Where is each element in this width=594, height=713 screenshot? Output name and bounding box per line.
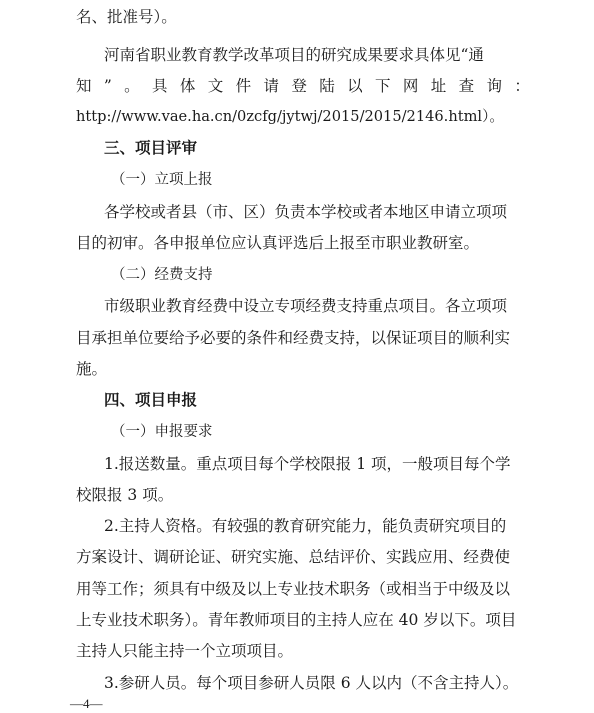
- char: 查: [458, 77, 475, 95]
- text-line: 施。: [76, 360, 108, 378]
- paragraph-start: 1.报送数量。重点项目每个学校限报 1 项，一般项目每个学: [104, 455, 511, 473]
- subsection-heading: （二）经费支持: [111, 267, 213, 283]
- text-line: 上专业技术职务）。青年教师项目的主持人应在 40 岁以下。项目: [76, 611, 517, 629]
- text-line: 校限报 3 项。: [76, 486, 174, 504]
- subsection-heading: （一）立项上报: [111, 172, 213, 188]
- text-line: 目承担单位要给予必要的条件和经费支持，以保证项目的顺利实: [76, 329, 511, 347]
- char: 登: [291, 77, 307, 95]
- section-heading: 四、项目申报: [104, 391, 198, 409]
- char: 。: [124, 77, 140, 95]
- char: 具: [152, 77, 168, 95]
- justified-text-line: [76, 76, 530, 96]
- text-line: 主持人只能主持一个立项项目。: [76, 642, 294, 660]
- paragraph-start: 3.参研人员。每个项目参研人员限 6 人以内（不含主持人）。: [104, 674, 519, 692]
- char: 网: [402, 77, 419, 95]
- text-line: 目的初审。各申报单位应认真评选后上报至市职业教研室。: [76, 234, 480, 252]
- char: 文: [207, 77, 224, 95]
- subsection-heading: （一）申报要求: [111, 424, 213, 440]
- url-text: http://www.vae.ha.cn/0zcfg/jytwj/2015/2015/2146.html）。: [76, 108, 504, 125]
- text-line: 用等工作；须具有中级及以上专业技术职务（或相当于中级及以: [76, 580, 511, 598]
- char: ：: [514, 77, 530, 95]
- paragraph-start: 市级职业教育经费中设立专项经费支持重点项目。各立项项: [104, 297, 508, 315]
- section-heading: 三、项目评审: [104, 139, 198, 157]
- char: 以: [347, 77, 363, 95]
- char: 体: [179, 77, 196, 95]
- char: 知: [76, 77, 92, 95]
- char: 请: [263, 77, 280, 95]
- text-line: 名、批准号）。: [76, 8, 177, 26]
- paragraph-start: 河南省职业教育教学改革项目的研究成果要求具体见“通: [104, 46, 484, 64]
- char: 下: [375, 77, 391, 95]
- paragraph-start: 各学校或者县（市、区）负责本学校或者本地区申请立项项: [104, 203, 508, 221]
- page-number: —4—: [70, 696, 103, 711]
- char: 址: [430, 77, 447, 95]
- char: ”: [103, 77, 112, 95]
- paragraph-start: 2.主持人资格。有较强的教育研究能力，能负责研究项目的: [104, 517, 507, 535]
- char: 陆: [319, 77, 335, 95]
- char: 询: [486, 77, 503, 95]
- text-line: 方案设计、调研论证、研究实施、总结评价、实践应用、经费使: [76, 548, 511, 566]
- char: 件: [235, 77, 252, 95]
